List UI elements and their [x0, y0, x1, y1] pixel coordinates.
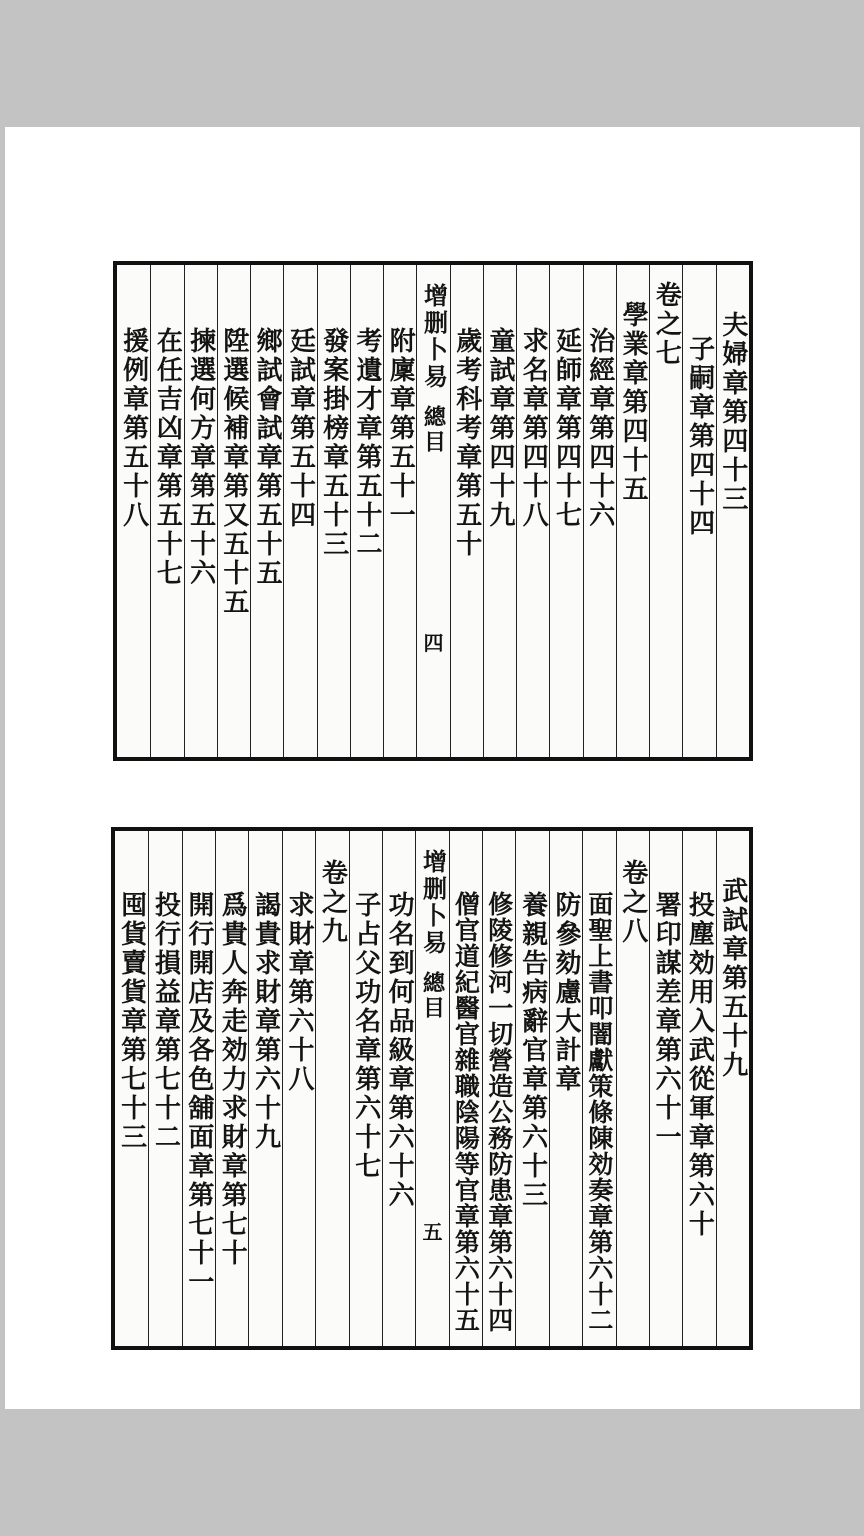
folio-number: 五 — [422, 1220, 443, 1244]
column-text: 廷試章第五十四 — [285, 327, 316, 530]
text-column — [184, 265, 217, 757]
text-column — [215, 831, 248, 1346]
text-column — [315, 831, 348, 1346]
column-text: 署印謀差章第六十一 — [651, 891, 682, 1152]
text-column — [350, 265, 383, 757]
text-column — [317, 265, 350, 757]
text-column — [349, 831, 382, 1346]
text-column — [182, 831, 215, 1346]
center-marker: 總目 — [420, 405, 447, 455]
text-column — [616, 831, 649, 1346]
text-column — [250, 265, 283, 757]
column-text: 面聖上書叩闇獻策條陳効奏章第六十二 — [584, 891, 614, 1333]
folio-number: 四 — [423, 631, 444, 655]
column-text: 陞選候補章第又五十五 — [218, 327, 249, 617]
bottom-text-block — [111, 827, 753, 1350]
text-column — [383, 265, 416, 757]
column-text: 增删卜易 — [419, 283, 449, 391]
text-column — [583, 265, 616, 757]
text-column — [150, 265, 183, 757]
text-column — [382, 831, 415, 1346]
column-text: 武試章第五十九 — [717, 877, 748, 1080]
text-column — [217, 265, 250, 757]
column-text: 卷之八 — [617, 859, 648, 946]
text-column — [117, 265, 150, 757]
text-column — [682, 831, 715, 1346]
column-text: 功名到何品級章第六十六 — [384, 891, 415, 1210]
column-text: 子占父功名章第六十七 — [350, 891, 381, 1181]
text-column — [582, 831, 615, 1346]
center-column — [416, 265, 449, 757]
column-text: 延師章第四十七 — [551, 327, 582, 530]
column-text: 養親告病辭官章第六十三 — [517, 891, 548, 1210]
text-column — [282, 831, 315, 1346]
column-text: 僧官道紀醫官雜職陰陽等官章第六十五 — [451, 891, 481, 1333]
column-text: 童試章第四十九 — [485, 327, 516, 530]
text-column — [549, 265, 582, 757]
center-column — [415, 831, 448, 1346]
column-text: 援例章第五十八 — [118, 327, 149, 530]
column-text: 附廩章第五十一 — [385, 327, 416, 530]
column-text: 治經章第四十六 — [584, 327, 615, 530]
column-text: 歲考科考章第五十 — [451, 327, 482, 559]
text-column — [450, 265, 483, 757]
column-text: 投塵効用入武從軍章第六十 — [684, 891, 715, 1239]
column-text: 修陵修河一切營造公務防患章第六十四 — [484, 891, 514, 1333]
column-text: 發案掛榜章五十三 — [318, 327, 349, 559]
column-text: 求名章第四十八 — [518, 327, 549, 530]
column-text: 囤貨賣貨章第七十三 — [116, 891, 147, 1152]
top-text-block — [113, 261, 753, 761]
text-column — [115, 831, 148, 1346]
column-text: 增删卜易 — [418, 849, 448, 957]
column-text: 謁貴求財章第六十九 — [250, 891, 281, 1152]
column-text: 考遺才章第五十二 — [351, 327, 382, 559]
text-column — [716, 831, 749, 1346]
column-text: 開行開店及各色舖面章第七十一 — [183, 891, 214, 1297]
juan-label: 卷之七 — [651, 281, 682, 368]
text-column — [516, 265, 549, 757]
column-text: 鄉試會試章第五十五 — [252, 327, 283, 588]
text-column — [449, 831, 482, 1346]
column-text: 揀選何方章第五十六 — [185, 327, 216, 588]
text-column — [148, 831, 181, 1346]
text-column — [649, 265, 682, 757]
text-column — [549, 831, 582, 1346]
text-column — [482, 831, 515, 1346]
page-sheet — [5, 127, 860, 1409]
column-text: 夫婦章第四十三 — [717, 311, 748, 514]
text-column — [716, 265, 749, 757]
column-text: 求財章第六十八 — [284, 891, 314, 1094]
column-text: 學業章第四十五 — [618, 301, 649, 504]
column-text: 子嗣章第四十四 — [684, 335, 715, 538]
text-column — [649, 831, 682, 1346]
center-marker: 總目 — [419, 971, 446, 1021]
column-text: 在任吉凶章第五十七 — [152, 327, 183, 588]
text-column — [483, 265, 516, 757]
text-column — [682, 265, 715, 757]
column-text: 爲貴人奔走効力求財章第七十 — [217, 891, 248, 1268]
text-column — [616, 265, 649, 757]
text-column — [248, 831, 281, 1346]
column-text: 投行損益章第七十二 — [150, 891, 181, 1152]
text-column — [515, 831, 548, 1346]
text-column — [283, 265, 316, 757]
column-text: 防參劾慮大計章 — [550, 891, 581, 1094]
column-text: 卷之九 — [317, 859, 348, 946]
